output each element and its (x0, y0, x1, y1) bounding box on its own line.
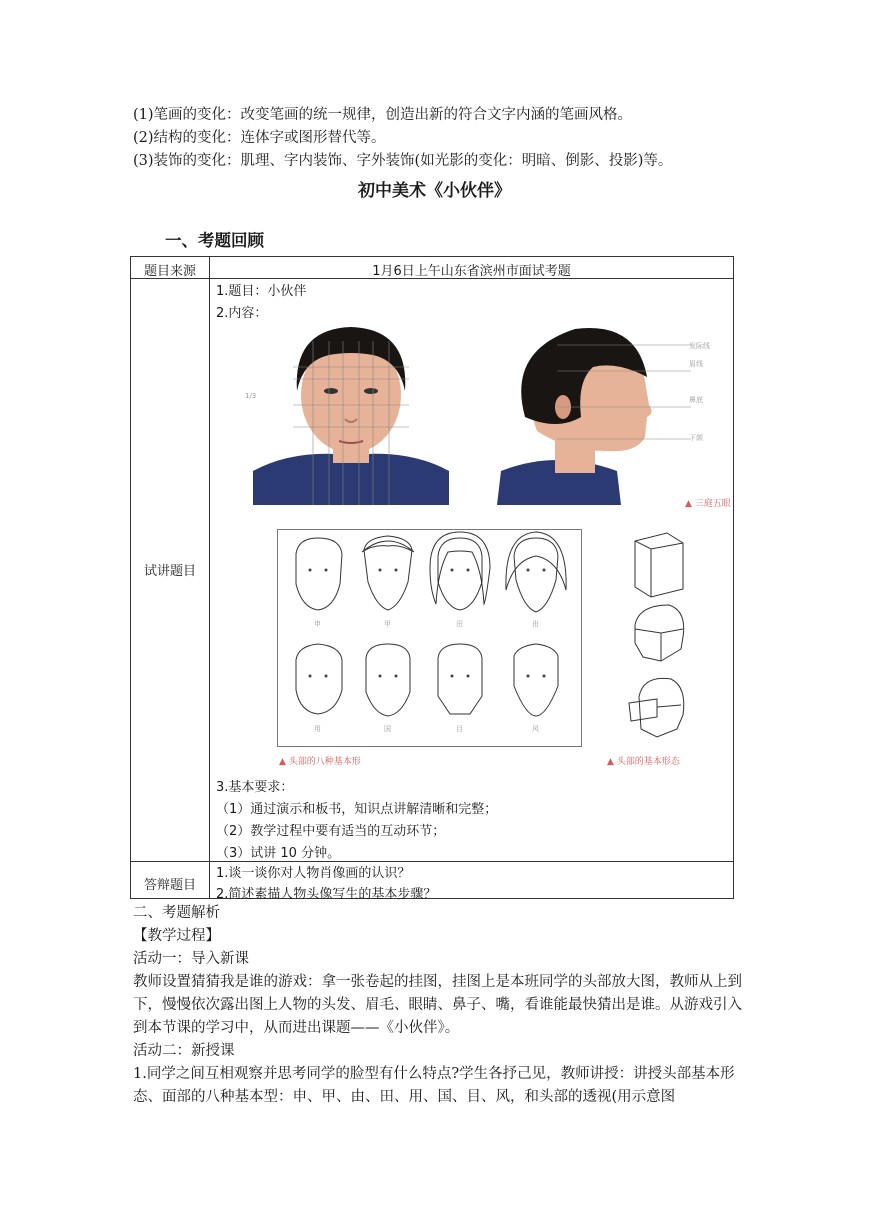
face-shape-label: 国 (384, 725, 391, 733)
label-defense: 答辩题目 (143, 878, 196, 893)
activity-2-heading: 活动二：新授课 (133, 1043, 235, 1059)
face-shape-label: 甲 (384, 620, 391, 628)
side-mark-hairline: 发际线 (689, 342, 710, 350)
requirement-item: （1）通过演示和板书，知识点讲解清晰和完整； (216, 802, 498, 817)
requirements-heading: 3.基本要求： (216, 780, 294, 795)
exam-table (130, 256, 734, 902)
requirement-item: （2）教学过程中要有适当的互动环节； (216, 824, 446, 839)
caption-head-forms: ▲ 头部的基本形态 (607, 757, 680, 767)
activity-1-paragraph: 教师设置猜猜我是谁的游戏：拿一张卷起的挂图，挂图上是本班同学的头部放大图，教师从上到下，慢慢依次露出图上人物的头发、眉毛、眼睛、鼻子、嘴，看谁能最快猜出是谁。从游戏引入到本节课的学习中，从而进出课题——《小伙伴》。 (133, 974, 742, 1036)
topic-line: 1.题目：小伙伴 (216, 284, 307, 299)
intro-line-3: (3)装饰的变化：肌理、字内装饰、字外装饰(如光影的变化：明暗、倒影、投影)等。 (133, 153, 673, 169)
section-heading-review: 一、考题回顾 (165, 231, 264, 250)
document-title: 初中美术《小伙伴》 (358, 181, 511, 201)
defense-question: 2.简述素描人物头像写生的基本步骤？ (216, 887, 437, 902)
side-mark-brow: 眉线 (689, 360, 703, 368)
caption-side-photo: ▲ 三庭五眼 (685, 499, 731, 509)
activity-1-heading: 活动一：导入新课 (133, 951, 249, 967)
requirement-item: （3）试讲 10 分钟。 (216, 846, 341, 861)
process-heading: 【教学过程】 (133, 928, 220, 944)
caption-face-shapes: ▲ 头部的八种基本形 (279, 757, 361, 767)
face-shape-label: 用 (314, 725, 321, 733)
content-line: 2.内容： (216, 306, 268, 321)
side-mark-jaw: 下颌 (689, 434, 703, 442)
face-shape-label: 申 (314, 620, 321, 628)
face-shapes-sheet (277, 529, 582, 747)
side-face-photo (497, 321, 691, 505)
face-shape-label: 风 (532, 725, 539, 733)
head-block-forms (621, 529, 701, 749)
front-face-photo (253, 321, 449, 505)
intro-line-2: (2)结构的变化：连体字或图形替代等。 (133, 130, 386, 146)
label-lecture-topic: 试讲题目 (143, 564, 196, 579)
activity-2-paragraph: 1.同学之间互相观察并思考同学的脸型有什么特点?学生各抒己见，教师讲授：讲授头部基本形态、面部的八种基本型：申、甲、由、田、用、国、目、风，和头部的透视(用示意图 (133, 1066, 735, 1105)
table-column-divider (209, 257, 210, 898)
photo-left-mark: 1/3 (245, 392, 257, 400)
label-source: 题目来源 (143, 264, 196, 279)
defense-question: 1.谈一谈你对人物肖像画的认识？ (216, 866, 411, 881)
face-shape-label: 田 (456, 620, 463, 628)
analysis-heading: 二、考题解析 (133, 905, 220, 921)
intro-line-1: (1)笔画的变化：改变笔画的统一规律，创造出新的符合文字内涵的笔画风格。 (133, 107, 633, 123)
value-source: 1月6日上午山东省滨州市面试考题 (372, 264, 571, 279)
side-mark-nose: 鼻底 (689, 396, 703, 404)
face-shape-label: 目 (456, 725, 463, 733)
face-shape-label: 由 (532, 620, 539, 628)
